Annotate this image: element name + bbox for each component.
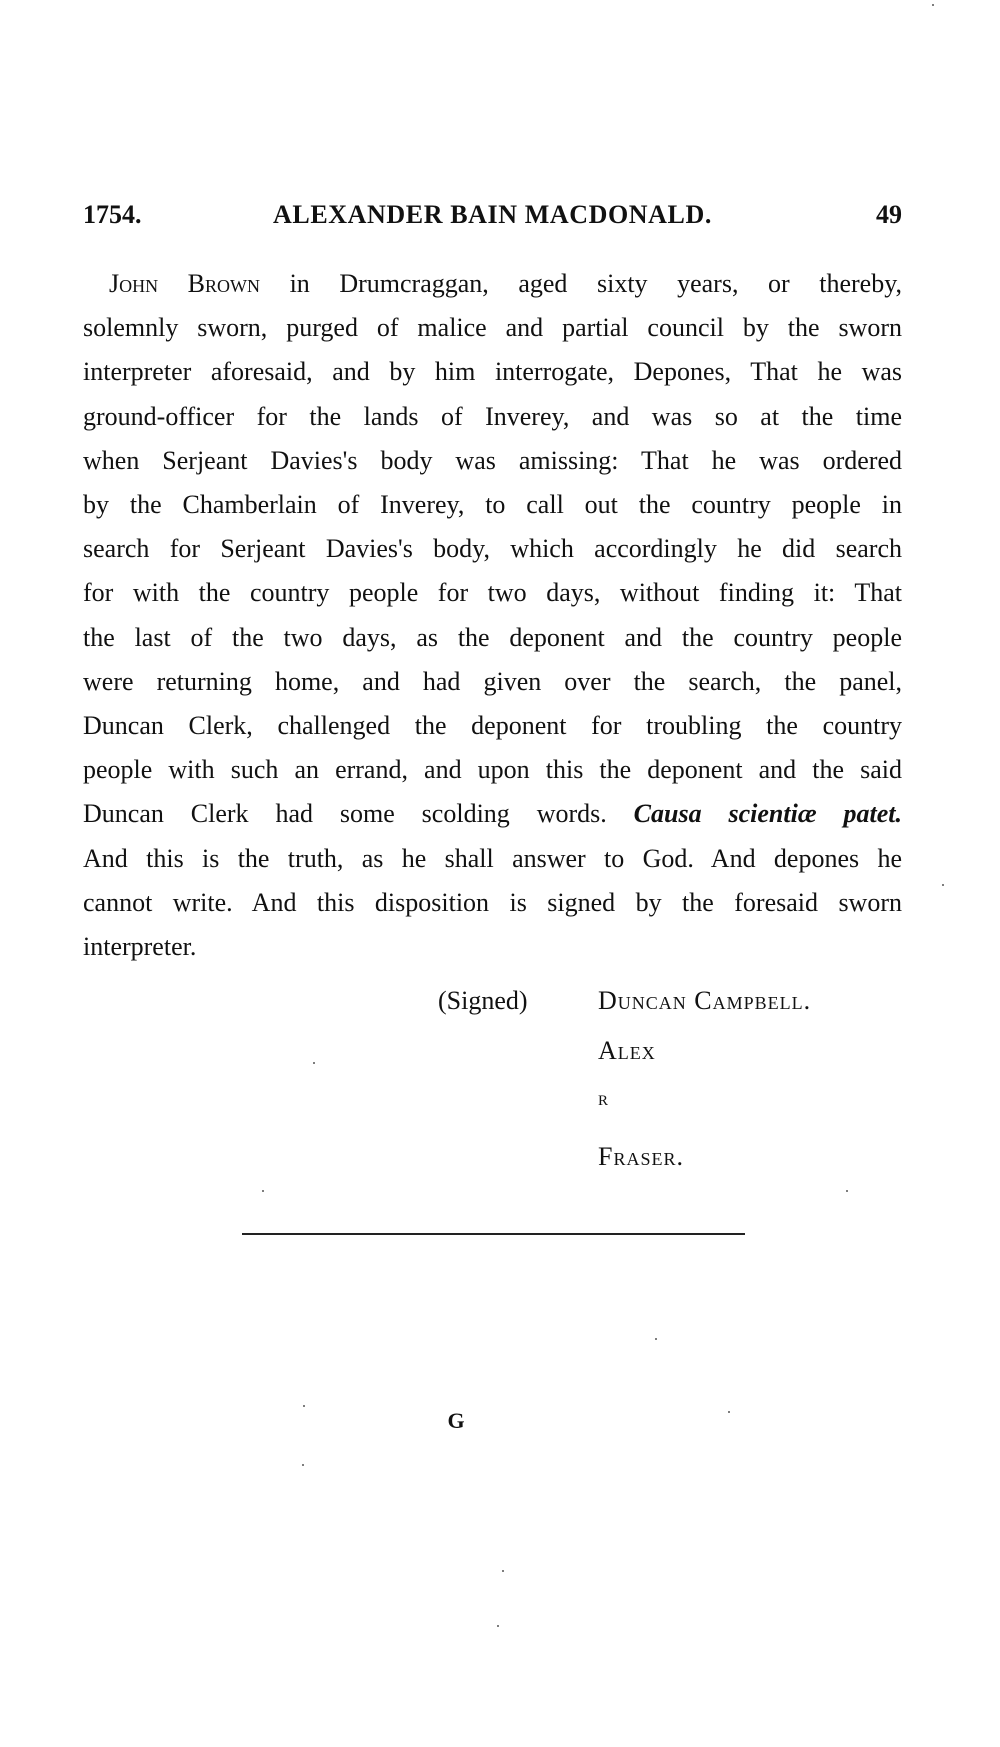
speck	[302, 1464, 304, 1466]
speck	[846, 1190, 848, 1192]
text-line: search for Serjeant Davies's body, which accordingly he did search	[83, 534, 902, 564]
page-number: 49	[876, 200, 902, 229]
deposition-text	[83, 262, 902, 969]
text-line: And this is the truth, as he shall answer to God. And depones he	[83, 843, 902, 873]
speck	[932, 4, 934, 6]
speck	[313, 1062, 315, 1064]
signatory-name: Alex $^R$ Fraser.	[598, 1036, 684, 1171]
signed-label: (Signed)	[438, 986, 528, 1015]
printer-signature-mark: G	[447, 1408, 465, 1433]
text-line: interpreter aforesaid, and by him interrogate, Depones, That he was	[83, 357, 902, 387]
text-line: Duncan Clerk had some scolding words. Causa scientiæ patet.	[83, 799, 903, 829]
text-line: Duncan Clerk, challenged the deponent for troubling the country	[83, 711, 902, 741]
text-line: were returning home, and had given over the search, the panel,	[83, 666, 902, 696]
latin-phrase: Causa scientiæ patet.	[633, 799, 903, 829]
text-line: ground-officer for the lands of Inverey, and was so at the time	[83, 401, 902, 431]
speck	[262, 1190, 264, 1192]
speck	[942, 884, 944, 886]
text-line: solemnly sworn, purged of malice and partial council by the sworn	[83, 313, 902, 343]
text-line: interpreter.	[83, 932, 197, 962]
speck	[497, 1625, 499, 1627]
running-head-year: 1754.	[83, 200, 142, 229]
text-line: when Serjeant Davies's body was amissing: That he was ordered	[83, 445, 902, 475]
signatory-names	[598, 976, 811, 1182]
horizontal-rule	[242, 1233, 745, 1235]
speck	[728, 1411, 730, 1413]
speck	[655, 1338, 657, 1340]
speck	[502, 1570, 504, 1572]
running-head-title: ALEXANDER BAIN MACDONALD.	[273, 200, 712, 229]
text-line: John Brown in Drumcraggan, aged sixty years, or thereby,	[109, 269, 903, 298]
text-line: the last of the two days, as the deponent and the country people	[83, 622, 902, 652]
speck	[303, 1405, 305, 1407]
deponent-name: John Brown	[109, 269, 261, 298]
running-head	[83, 200, 902, 240]
text-line: cannot write. And this disposition is signed by the foresaid sworn	[83, 887, 902, 917]
text-line: people with such an errand, and upon this the deponent and the said	[83, 755, 902, 785]
text-line: by the Chamberlain of Inverey, to call out the country people in	[83, 490, 902, 520]
signatory-name: Duncan Campbell.	[598, 986, 812, 1015]
text-line: for with the country people for two days, without finding it: That	[83, 578, 902, 608]
